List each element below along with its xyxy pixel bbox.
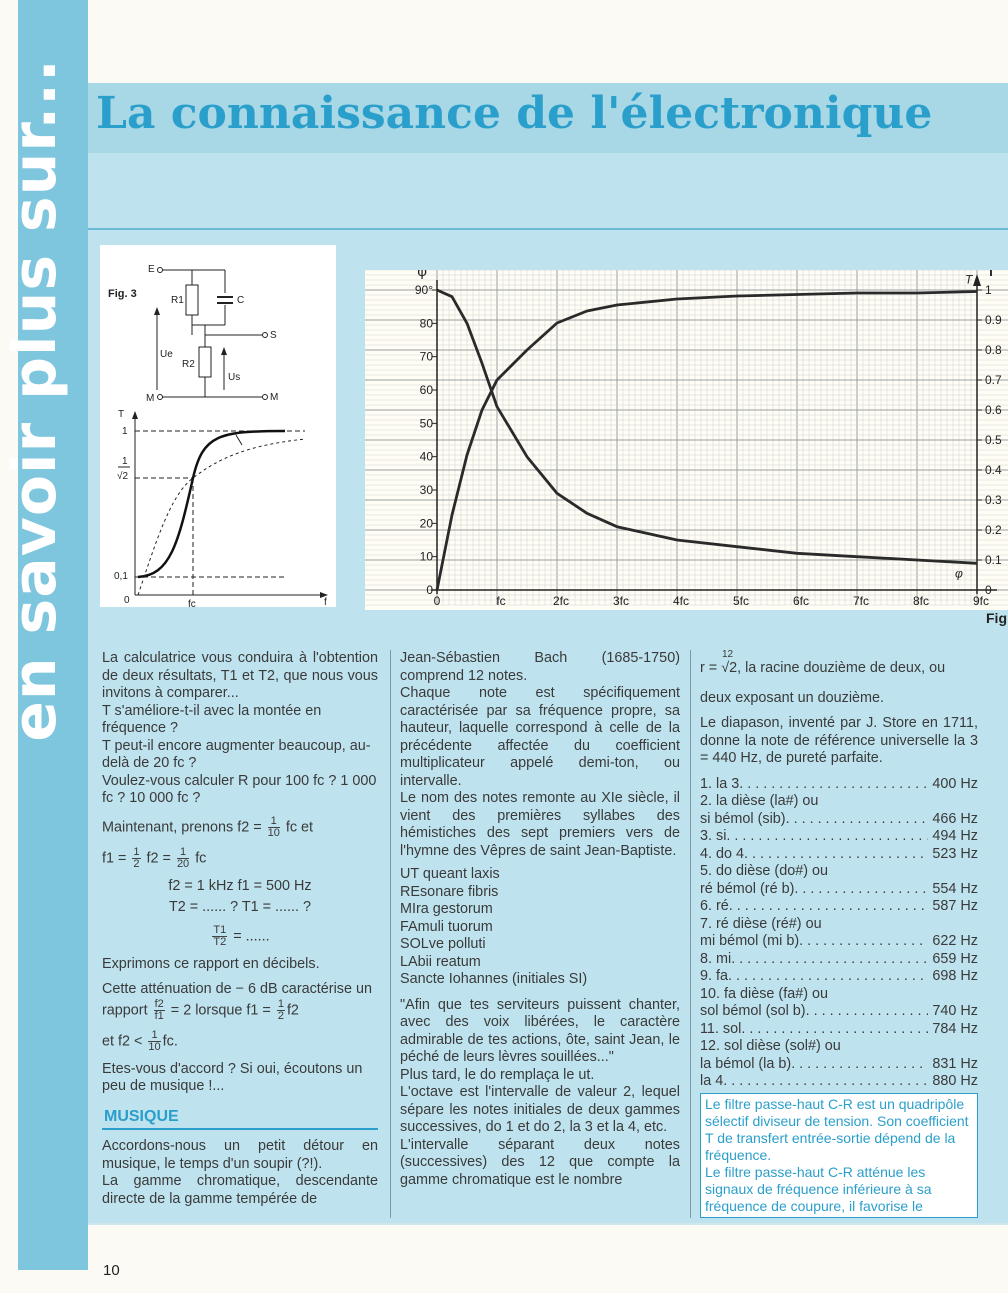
y-right-tick-label: 0.4 <box>985 463 1002 477</box>
hymn-line: Sancte Iohannes (initiales SI) <box>400 971 588 987</box>
paragraph: et f2 < $\frac{1}{10}$ fc. <box>102 1028 178 1053</box>
paragraph: T s'améliore-t-il avec la montée en fréquence ? <box>102 702 322 736</box>
paragraph: Le filtre passe-haut C-R atténue les signaux de fréquence inférieure à sa fréquence de coupure, il favorise le <box>705 1163 932 1214</box>
leader-dots <box>726 828 928 846</box>
page-title: La connaissance de l'électronique <box>96 88 933 139</box>
x-tick-label: 4fc <box>672 594 690 608</box>
y-left-tick-label: 60 <box>419 383 433 397</box>
note-row <box>700 933 978 951</box>
y-right-tick-label: 0 <box>985 583 992 597</box>
paragraph: Etes-vous d'accord ? Si oui, écoutons un peu de musique !... <box>102 1060 363 1094</box>
leader-dots <box>806 1003 929 1021</box>
note-frequency: 698 Hz <box>932 968 978 984</box>
text-column-2 <box>400 650 680 1189</box>
paragraph: Accordons-nous un petit détour en musique, le temps d'un soupir (?!). <box>102 1138 378 1172</box>
text-column-1 <box>102 650 378 1208</box>
paragraph: Cette atténuation de − 6 dB caractérise un rapport $\frac{f2}{f1}$ = 2 lorsque f1 = $\frac{1}{2}$ f2 <box>102 981 373 1022</box>
leader-dots <box>744 846 928 864</box>
leader-dots <box>731 951 928 969</box>
page-number: 10 <box>103 1262 120 1279</box>
fig3-figure <box>100 245 336 607</box>
equation-line: r = √2, la racine douzième de deux, ou <box>700 660 946 676</box>
paragraph: Exprimons ce rapport en décibels. <box>102 955 320 972</box>
y-left-tick-label: 0 <box>426 583 433 597</box>
paragraph: Chaque note est spécifiquement caractérisée par sa fréquence propre, sa hauteur, laquelle correspond à celle de la précédente affectée du coefficient multiplicateur appelé demi-ton, ou intervalle. <box>400 685 680 789</box>
note-frequency: 784 Hz <box>932 1020 978 1037</box>
paragraph: Voulez-vous calculer R pour 100 fc ? 1 000 fc ? 10 000 fc ? <box>102 772 377 806</box>
note-name: 3. si <box>700 828 727 844</box>
hymn-line: REsonare fibris <box>400 883 499 900</box>
note-frequency: 494 Hz <box>932 828 978 844</box>
axis-f: f <box>324 597 327 607</box>
leader-dots <box>729 898 929 916</box>
note-frequency: 659 Hz <box>932 950 978 967</box>
leader-dots <box>728 968 928 986</box>
panel-divider <box>88 228 1008 230</box>
note-frequency: 880 Hz <box>932 1073 978 1089</box>
note-name: la 4 <box>700 1073 724 1089</box>
c-label: C <box>237 295 245 306</box>
y-right-tick-label: 0.2 <box>985 523 1002 537</box>
paragraph: Le diapason, inventé par J. Store en 1711, donne la note de référence universelle la 3 = 440 Hz, de pureté parfaite. <box>700 715 978 766</box>
root-index: 12 <box>722 649 734 660</box>
column-divider <box>390 650 391 1218</box>
footer-rule <box>88 1223 1008 1225</box>
paragraph: deux exposant un douzième. <box>700 689 885 706</box>
tick-sqrt2: √2 <box>117 471 129 482</box>
r1-resistor <box>186 285 198 315</box>
r2-label: R2 <box>182 359 195 370</box>
note-frequency: 831 Hz <box>932 1055 978 1072</box>
svg-text:1: 1 <box>122 456 128 467</box>
note-name: 1. la 3 <box>700 775 740 792</box>
section-heading: MUSIQUE <box>102 1106 378 1131</box>
note-row <box>700 811 978 829</box>
x-tick-label: 9fc <box>972 594 990 608</box>
series-label: T <box>965 272 973 287</box>
paragraph: L'octave est l'intervalle de valeur 2, lequel sépare les notes initiales de deux gammes successives, do 1 et do 2, la 3 et la 4, etc. <box>400 1084 680 1135</box>
note-name: 4. do 4 <box>700 845 745 862</box>
y-left-tick-label: 50 <box>419 416 433 431</box>
series-label: φ <box>955 566 963 581</box>
paragraph: L'intervalle séparant deux notes (successives) des 12 que compte la gamme chromatique est le nombre <box>400 1136 680 1188</box>
note-row <box>700 846 978 864</box>
equation-line: $\frac{T1}{T2}$ = ...... <box>213 923 270 948</box>
sharp-response-curve <box>138 431 285 577</box>
node-m2: M <box>270 392 279 403</box>
note-row <box>700 828 978 846</box>
paragraph: Plus tard, le do remplaça le ut. <box>400 1066 595 1083</box>
note-row <box>700 881 978 899</box>
y-left-tick-label: 30 <box>419 483 433 497</box>
paragraph: "Afin que tes serviteurs puissent chanter, avec des voix libérées, le caractère admirable de tes actions, ôte, saint Jean, le péché de leurs lèvres souillées..." <box>400 996 680 1065</box>
x-tick-label: 6fc <box>792 594 810 608</box>
figure-label-cut: Fig <box>986 610 1007 626</box>
note-row <box>700 1073 978 1091</box>
note-frequency-list <box>700 776 978 1091</box>
note-frequency: 587 Hz <box>932 898 978 914</box>
equation-line: f1 = $\frac{1}{2}$ f2 = $\frac{1}{20}$ fc <box>102 845 207 870</box>
r1-label: R1 <box>171 295 184 306</box>
note-prefix: 5. do dièse (do#) ou <box>700 863 829 879</box>
x-tick-label: fc <box>496 594 506 608</box>
y-right-tick-label: 0.3 <box>985 493 1002 507</box>
note-frequency: 554 Hz <box>932 880 978 897</box>
note-name: sol bémol (sol b) <box>700 1003 806 1019</box>
x-tick-label: 8fc <box>912 594 930 608</box>
y-left-tick-label: 20 <box>419 516 433 531</box>
hymn-line: UT queant laxis <box>400 866 500 882</box>
note-row <box>700 968 978 986</box>
note-name: 6. ré <box>700 898 729 914</box>
leader-dots <box>794 881 928 899</box>
rc-response-curve <box>138 439 305 595</box>
y-right-tick-label: 0.6 <box>985 403 1002 417</box>
equation-line: T2 = ...... ? T1 = ...... ? <box>168 899 312 915</box>
note-name: si bémol (sib) <box>700 810 786 827</box>
note-prefix: 12. sol dièse (sol#) ou <box>700 1038 841 1054</box>
column-divider <box>690 650 691 1218</box>
y-right-tick-label: 0.8 <box>985 343 1002 357</box>
y-right-tick-label: 0.1 <box>985 553 1002 567</box>
note-frequency: 466 Hz <box>932 810 978 827</box>
y-left-tick-label: 70 <box>419 349 433 364</box>
leader-dots <box>799 933 928 951</box>
paragraph: T peut-il encore augmenter beaucoup, au-delà de 20 fc ? <box>102 737 371 771</box>
note-row <box>700 776 978 794</box>
hymn-line: SOLve polluti <box>400 936 486 952</box>
note-prefix: 10. fa dièse (fa#) ou <box>700 985 828 1002</box>
sidebar-title: en savoir plus sur... <box>0 58 70 742</box>
note-frequency: 400 Hz <box>932 775 978 792</box>
note-prefix: 2. la dièse (la#) ou <box>700 793 819 809</box>
note-name: mi bémol (mi b) <box>700 933 800 949</box>
axis-t: T <box>118 409 125 420</box>
equation-line: f2 = 1 kHz f1 = 500 Hz <box>168 877 312 894</box>
leader-dots <box>739 776 928 794</box>
fig3-label: Fig. 3 <box>108 288 137 300</box>
note-prefix: 7. ré dièse (ré#) ou <box>700 915 822 932</box>
leader-dots <box>791 1056 928 1074</box>
note-row <box>700 898 978 916</box>
y-right-tick-label: 0.7 <box>985 373 1002 387</box>
node-e: E <box>148 264 155 275</box>
paragraph: La gamme chromatique, descendante directe de la gamme tempérée de <box>102 1173 378 1207</box>
node-m1: M <box>146 393 155 404</box>
note-frequency: 622 Hz <box>932 933 978 949</box>
y-right-tick-label: 0.9 <box>985 313 1002 327</box>
note-name: ré bémol (ré b) <box>700 880 795 897</box>
paragraph: Jean-Sébastien Bach (1685-1750) comprend 12 notes. <box>400 650 680 684</box>
filter-info-box <box>700 1093 978 1218</box>
x-tick-label: 3fc <box>612 594 630 608</box>
note-name: 11. sol <box>700 1020 742 1037</box>
paragraph: Le nom des notes remonte au XIe siècle, il vient des premières syllabes des hémistiches des sept premiers vers de l'hymne des Vêpres de saint Jean-Baptiste. <box>400 790 680 859</box>
note-row <box>700 1003 978 1021</box>
note-name: 9. fa <box>700 968 729 984</box>
text-column-3 <box>700 650 978 1218</box>
x-tick-label: 7fc <box>852 594 870 608</box>
tick-fc: fc <box>188 599 196 607</box>
leader-dots <box>741 1021 928 1039</box>
note-name: la bémol (la b) <box>700 1055 792 1072</box>
y-right-tick-label: 0.5 <box>985 433 1002 447</box>
note-row <box>700 1056 978 1074</box>
us-label: Us <box>228 372 241 383</box>
ue-label: Ue <box>160 349 173 360</box>
tick-tenth: 0,1 <box>114 571 128 582</box>
leader-dots <box>723 1073 928 1091</box>
y-right-axis-label: T <box>987 270 995 279</box>
note-name: 8. mi <box>700 950 732 967</box>
x-tick-label: 2fc <box>552 594 570 608</box>
paragraph: La calculatrice vous conduira à l'obtention de deux résultats, T1 et T2, que nous vous invitons à comparer... <box>102 650 378 701</box>
y-right-tick-label: 1 <box>985 283 992 297</box>
note-frequency: 523 Hz <box>932 845 978 862</box>
equation-line: Maintenant, prenons f2 = $\frac{1}{10}$ fc et <box>102 814 314 839</box>
y-left-tick-label: 90° <box>414 283 433 297</box>
r2-resistor <box>199 347 211 377</box>
phase-transfer-graph <box>365 270 1008 610</box>
note-frequency: 740 Hz <box>932 1003 978 1019</box>
y-left-axis-label: φ <box>417 270 427 280</box>
leader-dots <box>786 811 929 829</box>
paragraph: Le filtre passe-haut C-R est un quadripôle sélectif diviseur de tension. Son coefficient T de transfert entrée-sortie dépend de la fréquence. <box>705 1095 969 1163</box>
note-row <box>700 1021 978 1039</box>
hymn-verses <box>400 866 680 989</box>
y-left-tick-label: 40 <box>419 449 433 464</box>
hymn-line: MIra gestorum <box>400 901 493 917</box>
hymn-line: FAmuli tuorum <box>400 918 493 935</box>
tick-zero: 0 <box>124 595 130 606</box>
y-left-tick-label: 80 <box>419 316 433 331</box>
x-tick-label: 5fc <box>732 594 750 608</box>
hymn-line: LAbii reatum <box>400 953 481 970</box>
node-s: S <box>270 330 277 341</box>
tick-one: 1 <box>122 426 128 437</box>
x-tick-label: 0 <box>433 594 441 608</box>
y-left-tick-label: 10 <box>419 549 433 564</box>
note-row <box>700 951 978 969</box>
